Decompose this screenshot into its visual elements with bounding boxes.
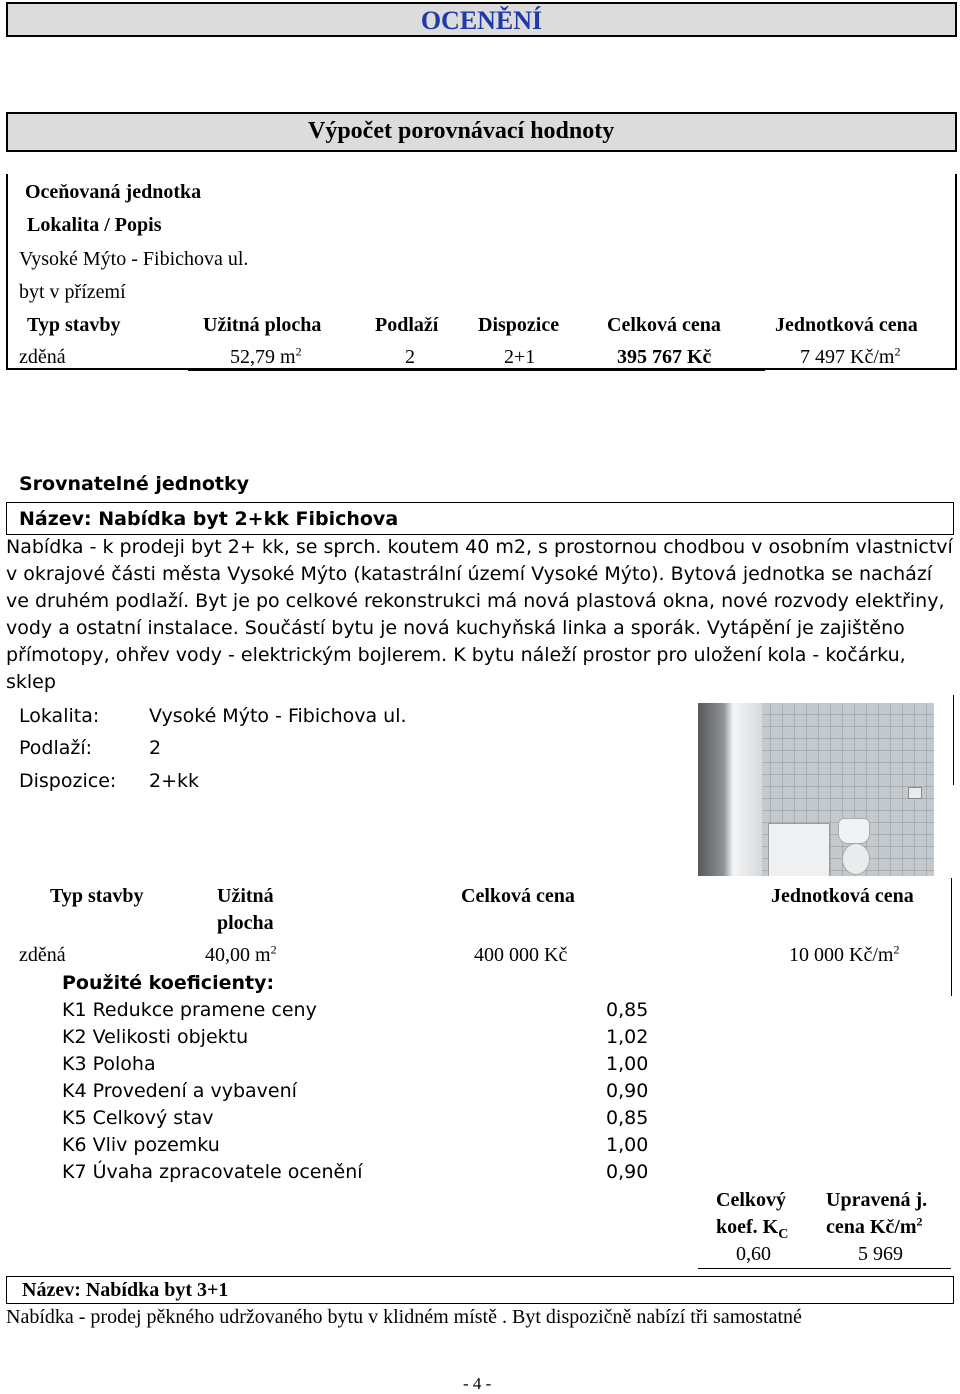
comparable1-name-rule: [6, 534, 953, 535]
coef-k7-value: 0,90: [606, 1161, 649, 1183]
comparable1-dispozice-value: 2+kk: [149, 770, 200, 792]
coef-k2-label: K2 Velikosti objektu: [62, 1026, 249, 1048]
photo-door-frame: [698, 703, 762, 876]
comparable2-top-rule: [6, 1276, 953, 1277]
comparable1-jednotkova: 10 000 $Kč/m^2$: [789, 942, 900, 966]
page-number: - 4 -: [463, 1374, 492, 1393]
comparable1-name: Název: Nabídka byt 2+kk Fibichova: [19, 508, 399, 530]
comparable1-typ: zděná: [19, 944, 66, 966]
subject-col-dispozice: Dispozice: [478, 314, 560, 336]
page-title: OCENĚNÍ: [420, 6, 543, 35]
header-bar: [6, 2, 957, 37]
comparable1-desc-line6: sklep: [6, 671, 56, 693]
photo-shower-tray: [768, 823, 830, 876]
subject-podlazi: 2: [405, 346, 415, 368]
coef-k5-value: 0,85: [606, 1107, 649, 1129]
coef-k1-label: K1 Redukce pramene ceny: [62, 999, 317, 1021]
comparable1-desc-line5: přímotopy, ohřev vody - elektrickým bojlerem. K bytu náleží prostor pro uložení kola - kočárku,: [6, 644, 906, 666]
subject-col-celkova: Celková cena: [607, 314, 721, 336]
comparable1-col-uzitna: Užitná: [217, 885, 274, 907]
subject-label-location: Lokalita / Popis: [27, 214, 162, 236]
comparable2-desc-line1: Nabídka - prodej pěkného udržovaného bytu v klidném místě . Byt dispozičně nabízí tři samostatné: [6, 1306, 802, 1328]
section-title: Výpočet porovnávací hodnoty: [308, 118, 615, 144]
subject-description: byt v přízemí: [19, 281, 126, 303]
comparable1-right-rule: [953, 502, 954, 535]
photo-toilet-tank: [838, 818, 870, 844]
subject-col-podlazi: Podlaží: [375, 314, 439, 336]
subject-col-plocha: Užitná plocha: [203, 314, 322, 336]
comparable1-desc-line1: Nabídka - k prodeji byt 2+ kk, se sprch. koutem 40 m2, s prostornou chodbou v osobním vlastnictví: [6, 536, 953, 558]
total-coef-label-1: Celkový: [716, 1189, 786, 1211]
property-photo: [698, 703, 934, 876]
comparable1-desc-line4: vody a ostatní instalace. Součástí bytu je nová kuchyňská linka a sporák. Vytápění je zajištěno: [6, 617, 905, 639]
comparable1-col-plocha: plocha: [217, 912, 274, 934]
comparable1-col-jednotkova: Jednotková cena: [771, 885, 914, 907]
comparable1-podlazi-value: 2: [149, 737, 162, 759]
comparable2-name-rule: [6, 1303, 953, 1304]
adjusted-price-underline: [698, 1268, 951, 1269]
section-header: [6, 112, 957, 152]
subject-typ: zděná: [19, 346, 66, 368]
coef-k3-value: 1,00: [606, 1053, 649, 1075]
comparable1-top-rule: [6, 502, 953, 503]
subject-col-typ: Typ stavby: [27, 314, 121, 336]
photo-toilet-bowl: [842, 843, 870, 875]
comparable1-desc-line2: v okrajové části města Vysoké Mýto (katastrální území Vysoké Mýto). Bytová jednotka se nachází: [6, 563, 933, 585]
coef-k4-label: K4 Provedení a vybavení: [62, 1080, 297, 1102]
subject-label-unit: Oceňovaná jednotka: [25, 181, 202, 203]
comparable1-col-celkova: Celková cena: [461, 885, 575, 907]
coef-k3-label: K3 Poloha: [62, 1053, 156, 1075]
comparable1-left-rule: [6, 502, 7, 535]
total-coef-value: 0,60: [736, 1243, 771, 1265]
comparables-title: Srovnatelné jednotky: [19, 473, 250, 495]
coef-k2-value: 1,02: [606, 1026, 649, 1048]
adjusted-price-value: 5 969: [858, 1243, 903, 1265]
comparable2-right-rule: [953, 1276, 954, 1304]
comparable1-plocha: 40,00 $m^2$: [205, 942, 277, 966]
adjusted-price-label-1: Upravená j.: [826, 1189, 928, 1211]
comparable2-left-rule: [6, 1276, 7, 1304]
subject-underline: [188, 370, 765, 371]
coefficients-title: Použité koeficienty:: [62, 972, 275, 994]
coef-k5-label: K5 Celkový stav: [62, 1107, 214, 1129]
subject-jednotkova: 7 497 $Kč/m^2$: [800, 344, 901, 368]
comparable1-right-edge: [953, 695, 954, 785]
subject-dispozice: 2+1: [504, 346, 536, 368]
comparable1-celkova: 400 000 Kč: [474, 944, 568, 966]
comparable1-lokalita-label: Lokalita:: [19, 705, 100, 727]
subject-col-jednotkova: Jednotková cena: [775, 314, 918, 336]
coef-k4-value: 0,90: [606, 1080, 649, 1102]
coef-k7-label: K7 Úvaha zpracovatele ocenění: [62, 1161, 363, 1183]
comparable1-desc-line3: ve druhém podlaží. Byt je po celkové rekonstrukci má nová plastová okna, nové rozvody elektřiny,: [6, 590, 945, 612]
total-coef-label-2: koef. $K_C$: [716, 1216, 789, 1242]
adjusted-price-label-2: cena $Kč/m^2$: [826, 1214, 923, 1238]
comparable1-col-typ: Typ stavby: [50, 885, 144, 907]
comparable1-table-right-rule: [951, 878, 952, 996]
comparable2-name: Název: Nabídka byt 3+1: [22, 1279, 229, 1301]
coef-k6-value: 1,00: [606, 1134, 649, 1156]
comparable1-dispozice-label: Dispozice:: [19, 770, 117, 792]
subject-celkova: 395 767 Kč: [617, 346, 712, 368]
coef-k1-value: 0,85: [606, 999, 649, 1021]
subject-plocha: 52,79 $m^2$: [230, 344, 302, 368]
coef-k6-label: K6 Vliv pozemku: [62, 1134, 220, 1156]
comparable1-lokalita-value: Vysoké Mýto - Fibichova ul.: [149, 705, 407, 727]
subject-location: Vysoké Mýto - Fibichova ul.: [19, 248, 249, 270]
comparable1-podlazi-label: Podlaží:: [19, 737, 93, 759]
photo-socket: [908, 787, 922, 799]
